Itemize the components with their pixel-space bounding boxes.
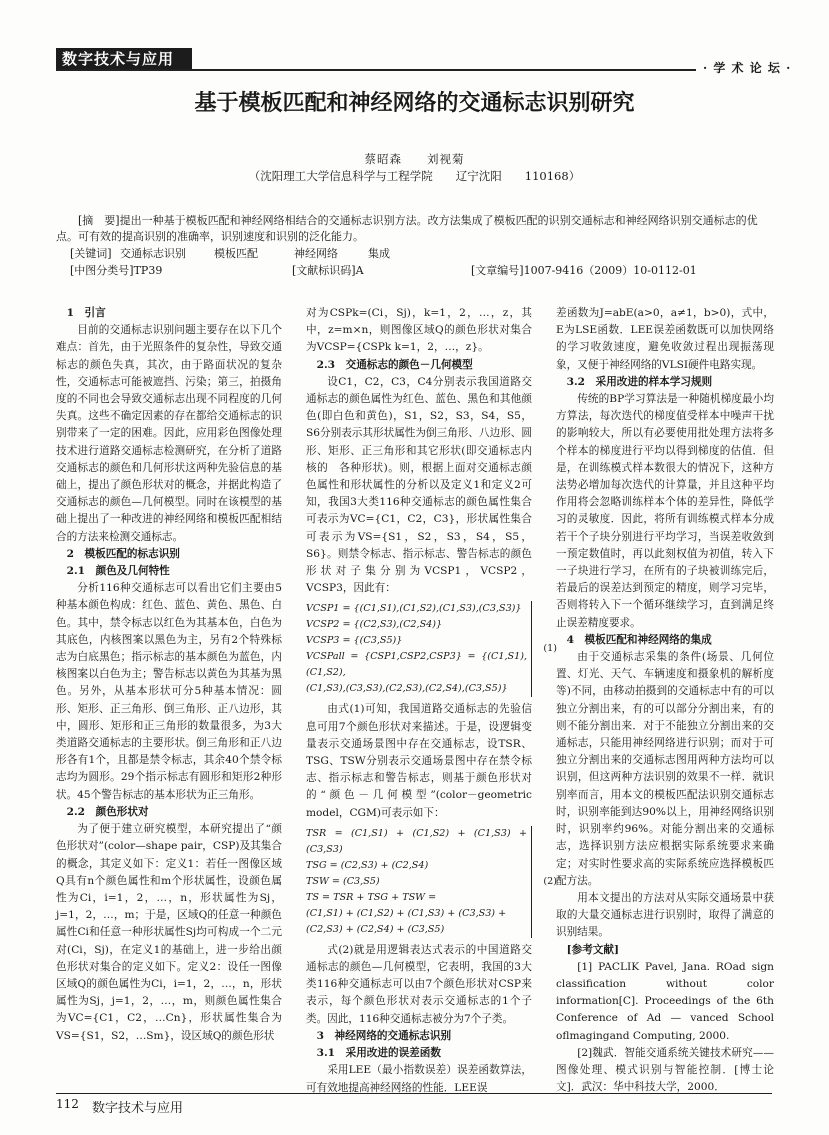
paragraph: 由式(1)可知，我国道路交通标志的先验信息可用7个颜色形状对来描述。于是，设逻辑变量表示交通场景图中存在交通标志，设TSR、TSG、TSW分别表示交通场景图中存在禁令标志、指示标志和警告标志，则基于颜色形状对的“颜色－几何模型”(color－geometric model，CGM)可表示如下： bbox=[306, 703, 532, 819]
equation-line: VCSP2 = {(C2,S3),(C2,S4)} bbox=[306, 619, 443, 631]
authors: 蔡昭森 刘视菊 bbox=[364, 152, 465, 166]
paragraph: 为了便于建立研究模型，本研究提出了“颜色形状对”(color—shape pair，CSP)及其集合的概念，其定义如下：定义1：若任一图像区域Q具有n个颜色属性和m个形状属性，设颜色属性为Ci，i=1，2，…，n，形状属性为Sj，j=1，2，…，m；于是，区域Q的任意一种颜色属性Ci和任意一种形状属性Sj均可构成一个二元对(Ci，Sj)，在定义1的基础上，进一步给出颜色形状对集合的定义如下。定义2：设任一图像区域Q的颜色属性为Ci，i=1，2，…，n，形状属性为Sj，j=1，2，…，m，则颜色属性集合为VC={C1，C2，…Cn}，形状属性集合为VS={S1，S2，…Sm}，设区域Q的颜色形状 bbox=[56, 823, 282, 1042]
abstract bbox=[56, 213, 772, 245]
equation-line: (C1,S3),(C3,S3),(C2,S3),(C2,S4),(C3,S5)} bbox=[306, 683, 508, 695]
paragraph: 对为CSPk=(Ci，Sj)，k=1，2，…，z，其中，z=m×n，则图像区域Q的颜色形状对集合为VCSP={CSPk k=1，2，…，z}。 bbox=[306, 307, 532, 354]
keyword: 模板匹配 bbox=[214, 247, 258, 260]
paragraph: 由于交通标志采集的条件(场景、几何位置、灯光、天气、车辆速度和摄象机的解析度等)不同，由移动拍摄到的交通标志中有的可以独立分割出来，有的可以部分分割出来，有的则不能分割出来．对于不能独立分割出来的交通标志，只能用神经网络进行识别；而对于可独立分割出来的交通标志图用两种方法均可以识别，但这两种方法识别的效果不一样．就识别率而言，用本文的模板匹配法识别交通标志时，识别率能到达90%以上，用神经网络识别时，识别率约96%。对能分割出来的交通标志，选择识别方法应根据实际系统要求来确定；对实时性要求高的实际系统应选择模板匹配方法。 bbox=[556, 651, 774, 887]
equation-line: (C1,S1) + (C1,S2) + (C1,S3) + (C3,S3) + bbox=[306, 907, 507, 919]
equation bbox=[306, 601, 557, 697]
section-heading: 1 引言 bbox=[66, 307, 106, 319]
section-heading: 3 神经网络的交通标志识别 bbox=[316, 1029, 452, 1042]
article-number: [文章编号]1007-9416（2009）10-0112-01 bbox=[471, 264, 697, 277]
equation-line: TS = TSR + TSG + TSW = bbox=[306, 891, 437, 903]
keywords-row bbox=[56, 246, 772, 262]
doc-code: [文献标识码]A bbox=[292, 264, 364, 277]
journal-banner: 数字技术与应用 bbox=[56, 48, 192, 70]
paragraph: [2]魏武．智能交通系统关键技术研究——图像处理、模式识别与智能控制．[博士论文]．武汉：华中科技大学，2000． bbox=[556, 1046, 774, 1094]
section-heading: 2 模板匹配的标志识别 bbox=[66, 547, 180, 560]
equation-line: VCSP1 = {(C1,S1),(C1,S2),(C1,S3),(C3,S3)} bbox=[306, 603, 522, 615]
paragraph: 分析116种交通标志可以看出它们主要由5种基本颜色构成：红色、蓝色、黄色、黑色、白色。其中，禁令标志以红色为其基本色，白色为其底色，内核图案以黑色为主，另有2个特殊标志为白底黑色；指示标志的基本颜色为蓝色，内核图案以白色为主；警告标志以黄色为其基为黑色。另外，从基本形状可分5种基本情况：圆形、矩形、正三角形、倒三角形、正八边形，其中，圆形、矩形和正三角形的数量很多，为3大类道路交通标志的主要形状。倒三角形和正八边形各有1个，且都是禁令标志，其余40个禁令标志均为圆形。29个指示标志有圆形和矩形2种形状。45个警告标志的基本形状为正三角形。 bbox=[56, 582, 282, 801]
paragraph: 差函数为J=abE(a>0，a≠1，b>0)，式中，E为LSE函数．LEE误差函数既可以加快网络的学习收敛速度，避免收敛过程出现振荡现象，又便于神经网络的VLSI硬件电路实现。 bbox=[556, 307, 774, 371]
paragraph: 设C1，C2，C3，C4分别表示我国道路交通标志的颜色属性为红色、蓝色、黑色和其他颜色(即白色和黄色)，S1，S2，S3，S4，S5，S6分别表示其形状属性为倒三角形、八边形、圆形、矩形、正三角形和其它形状(即交通标志内核的 各种形状)。则，根据上面对交通标志颜色属性和形状属性的分析以及定义1和定义2可知，我国3大类116种交通标志的颜色属性集合可表示为VC={C1，C2，C3}，形状属性集合可表示为VS={S1，S2，S3，S4，S5，S6}。则禁令标志、指示标志、警告标志的颜色形状对子集分别为VCSP1，VCSP2，VCSP3，因此有： bbox=[306, 375, 532, 595]
paragraph: 目前的交通标志识别问题主要存在以下几个难点：首先，由于光照条件的复杂性，导致交通标志的颜色失真，其次，由于路面状况的复杂性，交通标志可能被遮挡、污染；第三，拍摄角度的不同也会导致交通标志出现不同程度的几何失真。这些不确定因素的存在都给交通标志的识别带来了一定的困难。因此，应用彩色图像处理技术进行道路交通标志检测研究，在分析了道路交通标志的颜色和几何形状这两种先验信息的基础上，提出了颜色形状对的概念，并据此构造了交通标志的颜色—几何模型。同时在该模型的基础上提出了一种改进的神经网络和模板匹配相结合的方法来检测交通标志。 bbox=[56, 324, 282, 543]
paragraph: 采用LEE（最小指数误差）误差函数算法，可有效地提高神经网络的性能．LEE误 bbox=[306, 1064, 532, 1094]
footer-rule bbox=[56, 1093, 772, 1094]
equation-line: VCSPall = {CSP1,CSP2,CSP3} = {(C1,S1),(C1,S2), bbox=[306, 651, 527, 679]
section-tag: · 学 术 论 坛 · bbox=[703, 61, 792, 75]
section-heading: 3.1 采用改进的误差函数 bbox=[316, 1047, 441, 1060]
header-rule bbox=[56, 69, 696, 71]
keyword: 神经网络 bbox=[294, 247, 338, 260]
equation-line: VCSP3 = {(C3,S5)} bbox=[306, 635, 403, 647]
section-heading: [参考文献] bbox=[566, 943, 619, 956]
article-title: 基于模板匹配和神经网络的交通标志识别研究 bbox=[194, 90, 635, 116]
paragraph: 用本文提出的方法对从实际交通场景中获取的大量交通标志进行识别时，取得了满意的识别结果。 bbox=[556, 891, 774, 939]
section-heading: 3.2 采用改进的样本学习规则 bbox=[566, 375, 713, 388]
equation bbox=[306, 826, 557, 938]
keyword: 集成 bbox=[368, 247, 390, 260]
footer-journal: 数字技术与应用 bbox=[92, 1101, 184, 1116]
paragraph: 传统的BP学习算法是一种随机梯度最小均方算法，每次迭代的梯度值受样本中噪声干扰的影响较大，所以有必要使用批处理方法将多个样本的梯度进行平均以得到梯度的估值．但是，在训练模式样本数很大的情况下，这种方法势必增加每次迭代的计算量，并且这种平均作用将会忽略训练样本个体的差异性，降低学习的灵敏度．因此，将所有训练模式样本分成若干个子块分别进行平均学习，当误差收敛到一预定数值时，再以此刻权值为初值，转入下一子块进行学习，在所有的子块被训练完后，若最后的误差达到预定的精度，则学习完毕，否则将转入下一个循环继续学习，直到满足终止误差精度要求。 bbox=[556, 393, 774, 629]
paragraph: 式(2)就是用逻辑表达式表示的中国道路交通标志的颜色—几何模型，它表明，我国的3大类116种交通标志可以由7个颜色形状对CSP来表示，每个颜色形状对表示交通标志的1个子类。因此，116种交通标志被分为7个子类。 bbox=[306, 943, 532, 1025]
equation-number: (2) bbox=[543, 875, 557, 887]
classification-row bbox=[56, 263, 772, 279]
paragraph: [1] PACLIK Pavel, Jana. ROad sign classification without color information[C]. Proceedings of the 6th Conference of Ad — vanced School oflmagingand Computing, 2000. bbox=[556, 960, 774, 1042]
equation-line: TSR = (C1,S1) + (C1,S2) + (C1,S3) + (C3,S3) bbox=[306, 827, 527, 855]
column-2 bbox=[306, 305, 557, 1097]
abstract-text: [摘 要]提出一种基于模板匹配和神经网络相结合的交通标志识别方法。改方法集成了模板匹配的识别交通标志和神经网络识别交通标志的优点。可有效的提高识别的准确率，识别速度和识别的泛化能力。 bbox=[56, 214, 758, 243]
column-3 bbox=[556, 305, 774, 1096]
keyword: 交通标志识别 bbox=[120, 247, 186, 260]
classification: [中图分类号]TP39 bbox=[70, 264, 163, 277]
section-heading: 2.3 交通标志的颜色－几何模型 bbox=[316, 358, 473, 371]
affiliation: （沈阳理工大学信息科学与工程学院 辽宁沈阳 110168） bbox=[248, 169, 581, 183]
section-heading: 2.1 颜色及几何特性 bbox=[66, 565, 170, 578]
section-heading: 4 模板匹配和神经网络的集成 bbox=[566, 633, 712, 646]
equation-line: TSW = (C3,S5) bbox=[306, 875, 380, 887]
equation-line: TSG = (C2,S3) + (C2,S4) bbox=[306, 859, 429, 871]
keywords-label: [关键词] bbox=[70, 247, 112, 260]
page-number: 112 bbox=[56, 1097, 79, 1111]
equation-line: (C2,S3) + (C2,S4) + (C3,S5) bbox=[306, 923, 445, 935]
column-1 bbox=[56, 305, 282, 1045]
section-heading: 2.2 颜色形状对 bbox=[66, 805, 149, 818]
equation-number: (1) bbox=[543, 643, 557, 655]
